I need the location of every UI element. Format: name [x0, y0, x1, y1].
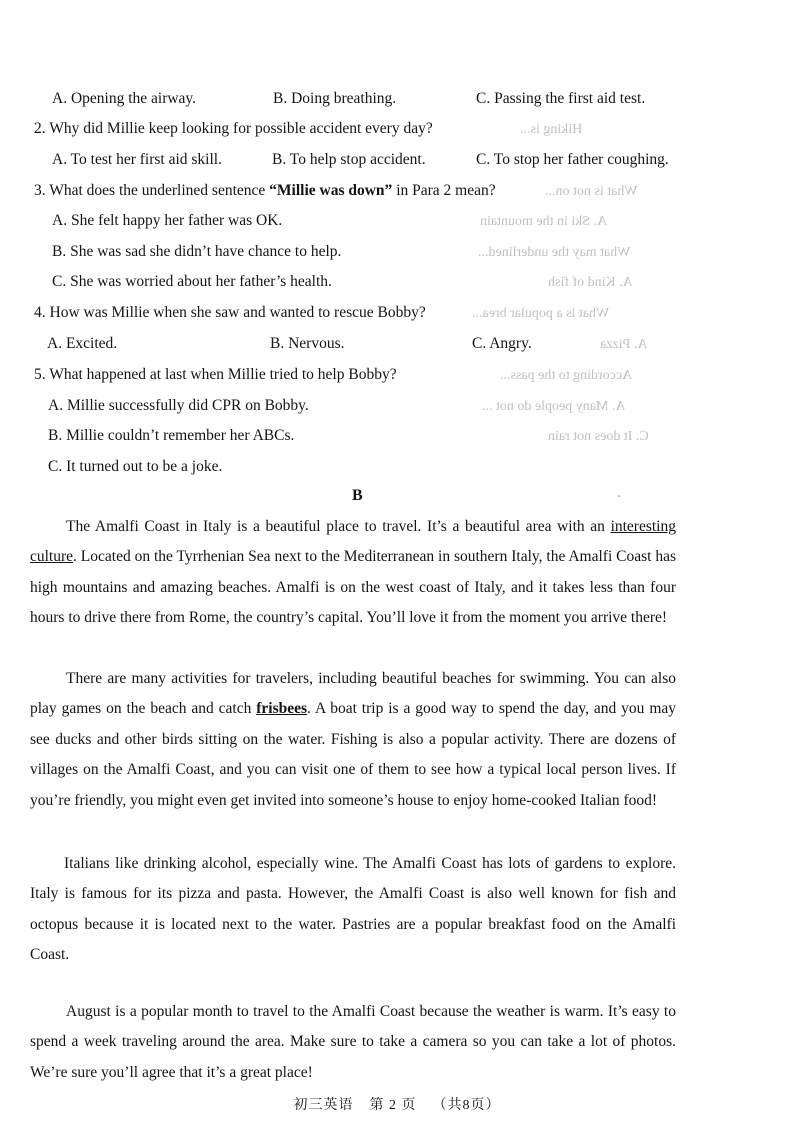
bleed-through-text: According to the pass...: [500, 368, 633, 383]
p2-text-a: There are many activities for travelers, including beautiful beaches for swimming. You can also play games on the beach and catch: [30, 670, 676, 718]
question-3: [34, 181, 496, 201]
bleed-through-text: A. Pizza: [600, 337, 648, 352]
q5-option-c: C. It turned out to be a joke.: [48, 458, 223, 475]
q5-option-a: A. Millie successfully did CPR on Bobby.: [48, 397, 309, 414]
passage-paragraph-3: Italians like drinking alcohol, especially wine. The Amalfi Coast has lots of gardens to explore. Italy is famous for its pizza and pasta. However, the Amalfi Coast is also well known for fish and octopus because it is located next to the water. Pastries are a popular breakfast food on the Amalfi Coast.: [30, 855, 676, 964]
q4-option-a: A. Excited.: [47, 335, 118, 352]
p1-text-b: . Located on the Tyrrhenian Sea next to the Mediterranean in southern Italy, the Amalfi Coast has high mountains and amazing beaches. Amalfi is on the west coast of Italy, and it takes less than four hours to drive there from Rome, the country’s capital. You’ll love it from the moment you arrive there!: [30, 548, 676, 627]
bleed-through-text: Hiking is...: [520, 122, 583, 137]
passage-paragraph-2: [30, 664, 676, 816]
q2-option-a: A. To test her first aid skill.: [52, 151, 222, 168]
q4-option-c: C. Angry.: [472, 335, 532, 352]
q2-option-c: C. To stop her father coughing.: [476, 151, 669, 168]
q1-option-a: A. Opening the airway.: [52, 90, 197, 107]
passage-paragraph-1: [30, 512, 676, 634]
passage-paragraph-4: August is a popular month to travel to the Amalfi Coast because the weather is warm. It’s easy to spend a week traveling around the area. Make sure to take a camera so you can take a lot of photos. We’re sure you’ll agree that it’s a great place!: [30, 1003, 676, 1081]
section-title: B: [352, 487, 363, 504]
bleed-through-text: A. Many people do not ...: [482, 399, 626, 414]
q1-option-b: B. Doing breathing.: [273, 90, 397, 107]
p1-underlined: interesting culture: [30, 518, 676, 566]
q3-option-b: B. She was sad she didn’t have chance to help.: [52, 243, 342, 260]
bleed-through-text: What is a popular brea...: [472, 306, 610, 321]
bleed-through-text: A. Kind of fish: [548, 275, 633, 290]
q3-option-c: C. She was worried about her father’s health.: [52, 273, 332, 290]
question-5: 5. What happened at last when Millie tried to help Bobby?: [34, 366, 397, 383]
footer-subject: 初三英语: [293, 1098, 354, 1113]
q5-option-b: B. Millie couldn’t remember her ABCs.: [48, 427, 295, 444]
question-3-quote: “Millie was down”: [269, 182, 393, 199]
q1-option-c: C. Passing the first aid test.: [476, 90, 646, 107]
q4-option-b: B. Nervous.: [270, 335, 345, 352]
question-3-prefix: 3. What does the underlined sentence: [34, 182, 270, 199]
question-4: 4. How was Millie when she saw and wanted to rescue Bobby?: [34, 304, 426, 321]
p2-text-b: . A boat trip is a good way to spend the day, and you may see ducks and other birds sitting on the water. Fishing is also a popular activity. There are dozens of villages on the Amalfi Coast, and you can visit one of them to see how a typical local person lives. If you’re friendly, you might even get invited into someone’s house to enjoy home-cooked Italian food!: [30, 700, 676, 809]
bleed-through-text: A. Ski in the mountain: [480, 214, 608, 229]
bleed-through-text: What may the underlined...: [478, 245, 631, 260]
p2-underlined-word: frisbees: [256, 700, 308, 718]
q2-option-b: B. To help stop accident.: [272, 151, 426, 168]
page-footer: [0, 1094, 794, 1114]
bleed-through-text: What is not on...: [545, 184, 638, 199]
bleed-through-text: C. It does not rain: [548, 429, 649, 444]
p1-text-a: The Amalfi Coast in Italy is a beautiful place to travel. It’s a beautiful area with an: [66, 518, 611, 535]
footer-page-number: 第 2 页: [369, 1098, 417, 1113]
scan-speck: -: [617, 488, 621, 502]
q3-option-a: A. She felt happy her father was OK.: [52, 212, 283, 229]
question-3-suffix: in Para 2 mean?: [392, 182, 496, 199]
question-2: 2. Why did Millie keep looking for possible accident every day?: [34, 120, 433, 137]
footer-total-pages: （共8页）: [432, 1098, 501, 1113]
